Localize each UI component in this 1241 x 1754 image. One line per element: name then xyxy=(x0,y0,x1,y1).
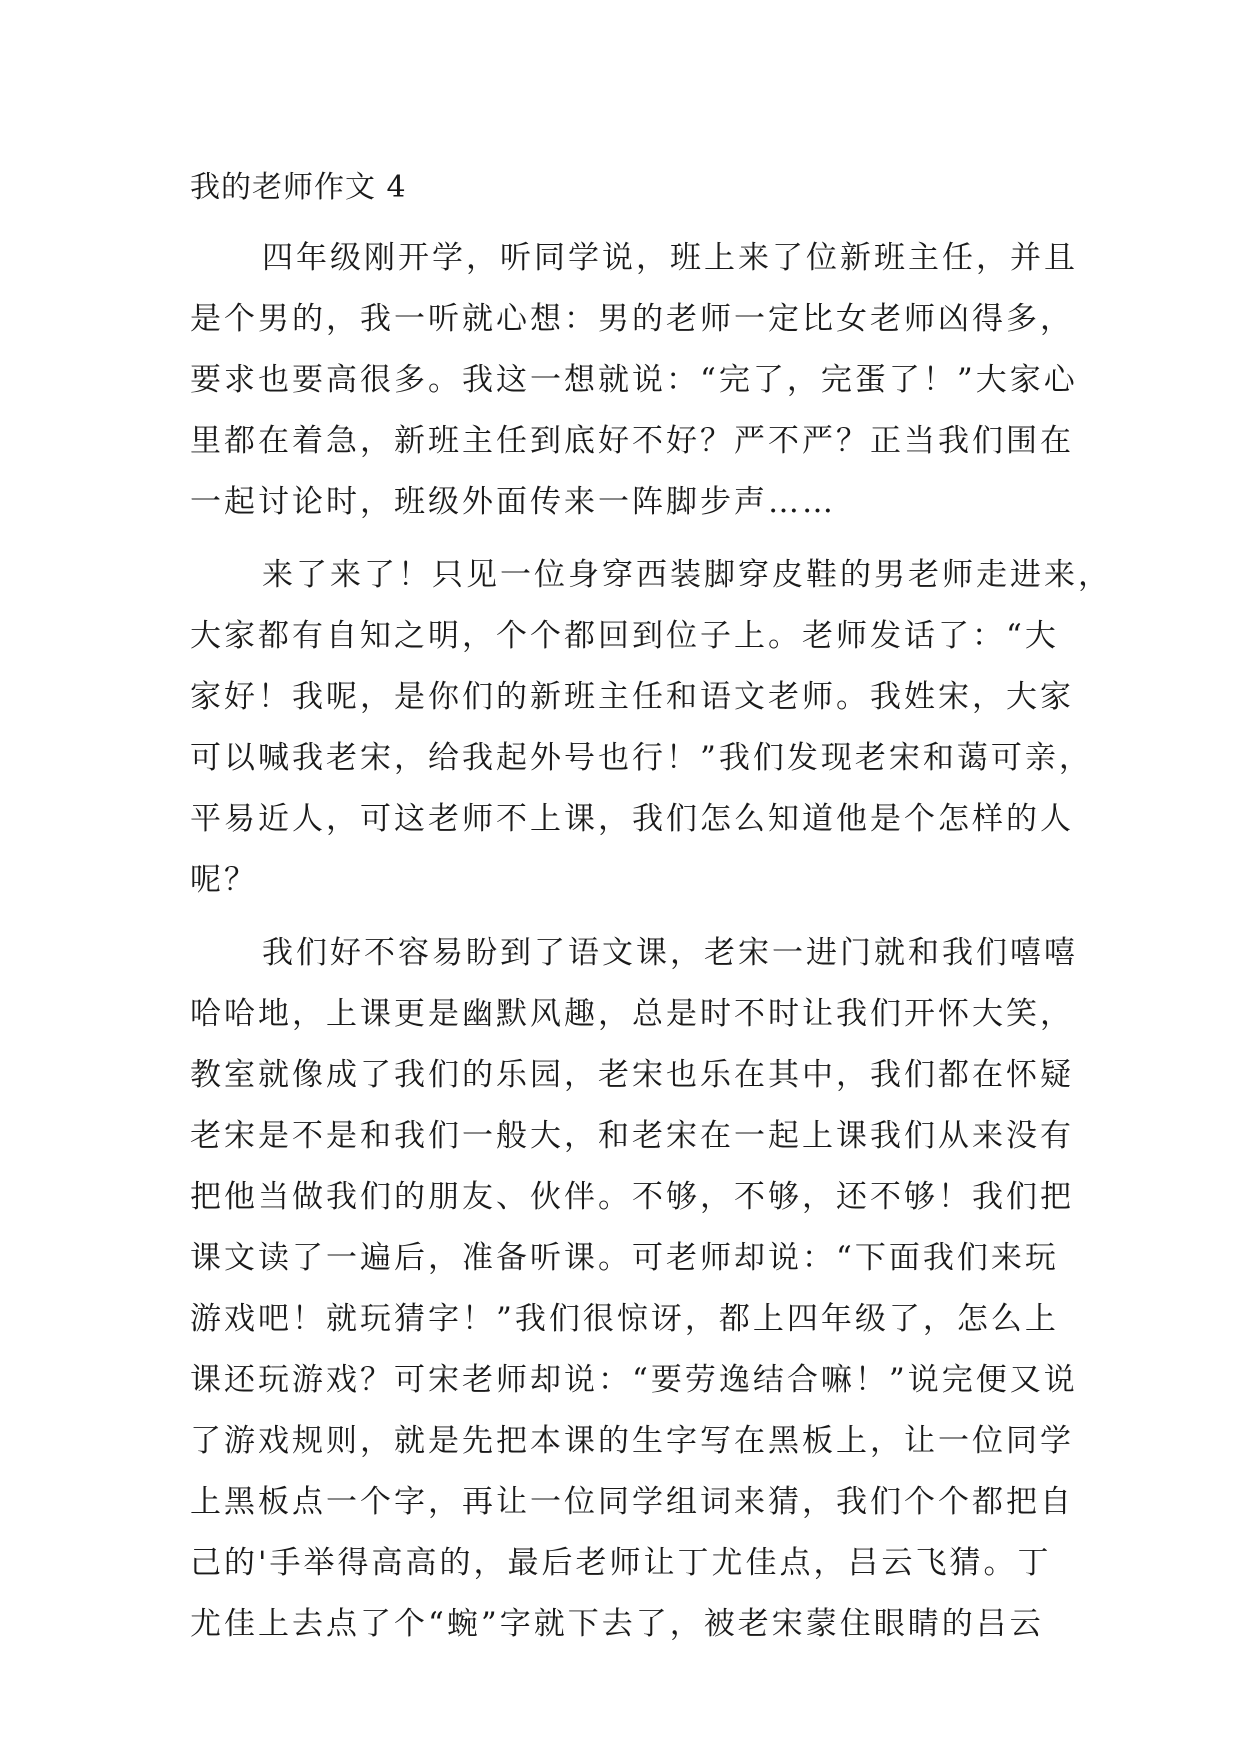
paragraph-line: 可以喊我老宋，给我起外号也行！”我们发现老宋和蔼可亲， xyxy=(190,740,1093,776)
paragraph-line: 课文读了一遍后，准备听课。可老师却说：“下面我们来玩 xyxy=(190,1240,1059,1276)
paragraph-line: 呢？ xyxy=(190,862,258,898)
paragraph-line: 四年级刚开学，听同学说，班上来了位新班主任，并且 xyxy=(262,240,1078,276)
paragraph-line: 要求也要高很多。我这一想就说：“完了，完蛋了！”大家心 xyxy=(190,362,1078,398)
paragraph-1 xyxy=(190,216,1078,533)
paragraph-line: 我们好不容易盼到了语文课，老宋一进门就和我们嘻嘻 xyxy=(262,935,1078,971)
paragraph-line: 游戏吧！就玩猜字！”我们很惊讶，都上四年级了，怎么上 xyxy=(190,1301,1059,1337)
paragraph-2 xyxy=(190,533,1112,911)
paragraph-line: 课还玩游戏？可宋老师却说：“要劳逸结合嘛！”说完便又说 xyxy=(190,1362,1078,1398)
paragraph-line: 老宋是不是和我们一般大，和老宋在一起上课我们从来没有 xyxy=(190,1118,1074,1154)
document-page xyxy=(190,160,1112,1655)
paragraph-3 xyxy=(190,911,1078,1655)
paragraph-line: 来了来了！只见一位身穿西装脚穿皮鞋的男老师走进来， xyxy=(262,557,1112,593)
paragraph-line: 里都在着急，新班主任到底好不好？严不严？正当我们围在 xyxy=(190,423,1074,459)
paragraph-line: 平易近人，可这老师不上课，我们怎么知道他是个怎样的人 xyxy=(190,801,1074,837)
paragraph-line: 是个男的，我一听就心想：男的老师一定比女老师凶得多， xyxy=(190,301,1074,337)
paragraph-line: 一起讨论时，班级外面传来一阵脚步声…… xyxy=(190,484,836,520)
paragraph-line: 哈哈地，上课更是幽默风趣，总是时不时让我们开怀大笑， xyxy=(190,996,1074,1032)
paragraph-line: 把他当做我们的朋友、伙伴。不够，不够，还不够！我们把 xyxy=(190,1179,1074,1215)
document-title: 我的老师作文 4 xyxy=(190,170,407,205)
paragraph-line: 了游戏规则，就是先把本课的生字写在黑板上，让一位同学 xyxy=(190,1423,1074,1459)
paragraph-line: 家好！我呢，是你们的新班主任和语文老师。我姓宋，大家 xyxy=(190,679,1074,715)
paragraph-line: 教室就像成了我们的乐园，老宋也乐在其中，我们都在怀疑 xyxy=(190,1057,1074,1093)
paragraph-line: 己的'手举得高高的，最后老师让丁尤佳点，吕云飞猜。丁 xyxy=(190,1545,1052,1581)
paragraph-line: 上黑板点一个字，再让一位同学组词来猜，我们个个都把自 xyxy=(190,1484,1074,1520)
paragraph-line: 尤佳上去点了个“蜿”字就下去了，被老宋蒙住眼睛的吕云 xyxy=(190,1606,1044,1642)
paragraph-line: 大家都有自知之明，个个都回到位子上。老师发话了：“大 xyxy=(190,618,1059,654)
